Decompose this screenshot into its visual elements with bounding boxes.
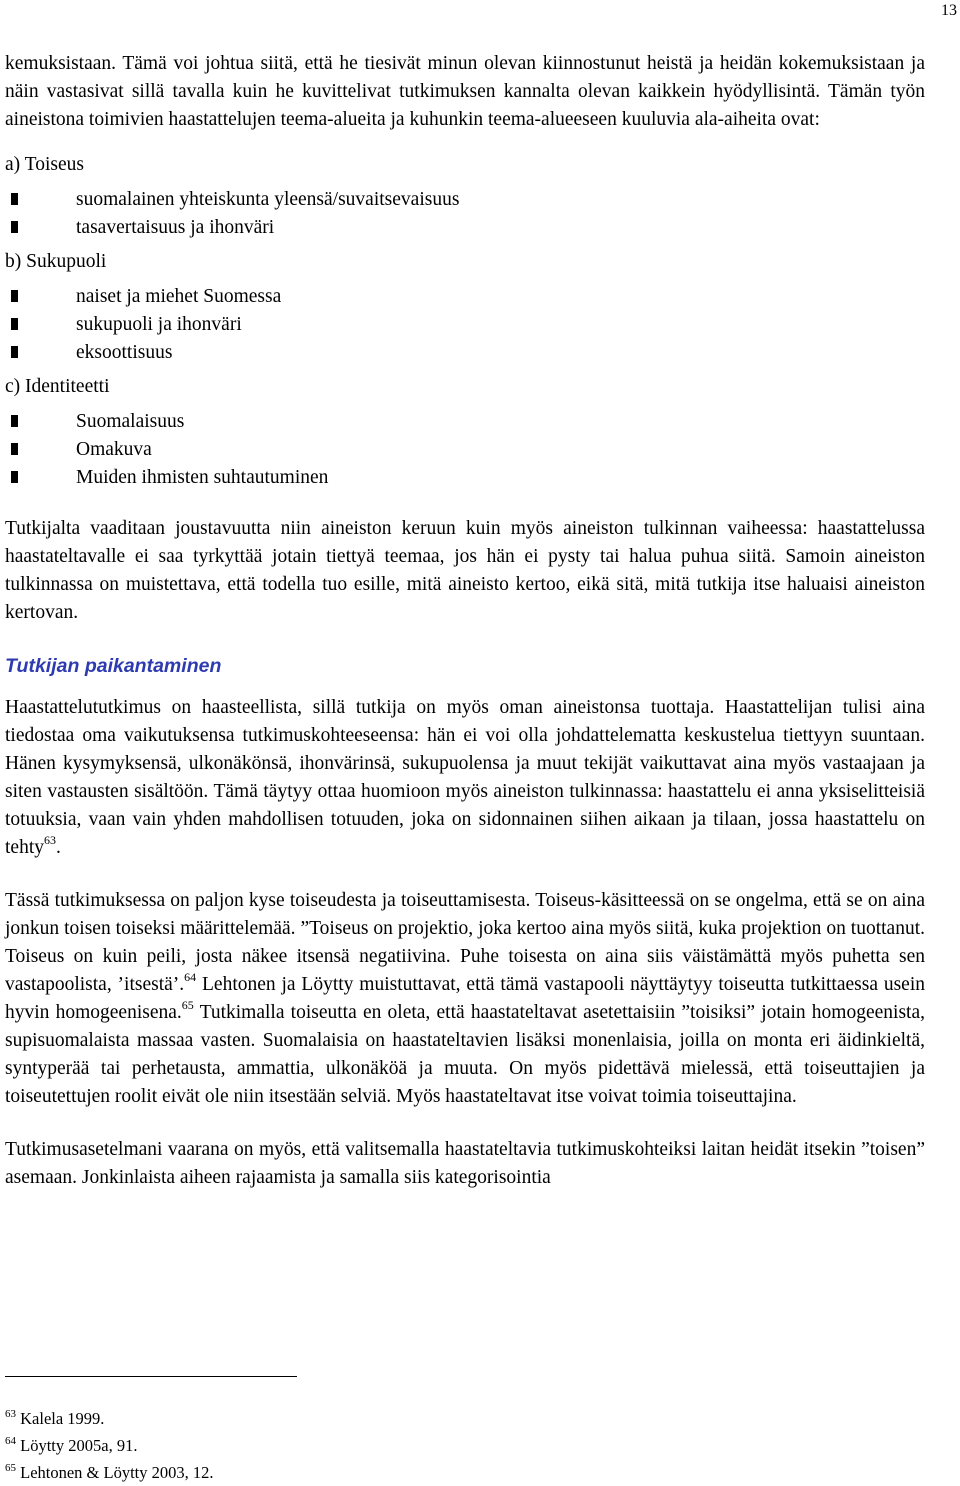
theme-label-c: c) Identiteetti — [5, 376, 110, 397]
researcher-position-paragraph — [5, 694, 925, 862]
footnotes — [5, 1405, 214, 1486]
paragraph-text: Tässä tutkimuksessa on paljon kyse toiseudesta ja toiseuttamisesta. Toiseus-käsitteessä on se ongelma, että se on aina jonkun toisen toiseksi määrittelemää. ”Toiseus on projektio, joka kertoo aina myös siitä, kuka projektion on tuottanut. Toiseus on kuin peili, josta näkee itsensä negatiivina. Puhe toisesta on aina siis väistämättä myös puhetta sen vastapoolista, ’itsestä’. — [5, 890, 925, 995]
intro-paragraph: kemuksistaan. Tämä voi johtua siitä, että he tiesivät minun olevan kiinnostunut heistä ja heidän kokemuksistaan ja näin vastasivat sillä tavalla kuin he kuvittelivat tutkimuksen kannalta olevan kaikkein hyödyllisintä. Tämän työn aineistona toimivien haastattelujen teema-alueita ja kuhunkin teema-alueeseen kuuluvia ala-aiheita ovat: — [5, 53, 925, 130]
footnote-number: 63 — [5, 1407, 16, 1420]
bullet-item: Suomalaisuus — [5, 408, 925, 436]
footnote-64 — [5, 1432, 214, 1459]
footnote-number: 64 — [5, 1434, 16, 1447]
flexibility-paragraph: Tutkijalta vaaditaan joustavuutta niin aineiston keruun kuin myös aineiston tulkinnan vaiheessa: haastattelussa haastateltavalle ei saa tyrkyttää jotain tiettyä teemaa, jos hän ei pysty tai halua puhua siitä. Samoin aineiston tulkinnassa on muistettava, että todella tuo esille, mitä aineisto kertoo, eikä sitä, mitä tutkija itse haluaisi aineiston kertovan. — [5, 518, 925, 623]
page-body — [5, 50, 925, 1192]
bullet-item: suomalainen yhteiskunta yleensä/suvaitsevaisuus — [5, 186, 925, 214]
footnote-number: 65 — [5, 1461, 16, 1474]
bullet-item: eksoottisuus — [5, 339, 925, 367]
research-setting-paragraph: Tutkimusasetelmani vaarana on myös, että valitsemalla haastateltavia tutkimuskohteiksi laitan heidät itsekin ”toisen” asemaan. Jonkinlaista aiheen rajaamista ja samalla siis kategorisointia — [5, 1139, 925, 1188]
bullet-item: Omakuva — [5, 436, 925, 464]
bullet-item: naiset ja miehet Suomessa — [5, 283, 925, 311]
theme-list — [5, 151, 925, 492]
paragraph-text: Tutkimalla toiseutta en oleta, että haastateltavat asetettaisiin ”toisiksi” jotain homogeenista, supisuomalaista massaa vasten. Suomalaisia on haastateltavien lisäksi monenlaisia, joilla on monta eri äidinkieltä, syntyperää tai perhetausta, ammattia, ulkonäköä ja muuta. On myös pidettävä mielessä, että toiseuttajien ja toiseutettujen roolit eivät ole niin itsestään selviä. Myös haastateltavat itse voivat toimia toiseuttajina. — [5, 1002, 925, 1107]
theme-b-subtopics — [5, 283, 925, 367]
paragraph-text: Lehtonen ja Löytty muistuttavat, että tämä vastapooli näyttäytyy toiseutta tutkittaessa usein hyvin homogeenisena. — [5, 974, 925, 1023]
bullet-item: tasavertaisuus ja ihonväri — [5, 214, 925, 242]
section-heading: Tutkijan paikantaminen — [5, 655, 222, 677]
footnote-text: Löytty 2005a, 91. — [16, 1436, 138, 1455]
paragraph-end: . — [56, 837, 61, 858]
paragraph-text: Haastattelututkimus on haasteellista, sillä tutkija on myös oman aineistonsa tuottaja. Haastattelijan tulisi aina tiedostaa oma vaikutuksensa tutkimuskohteeseensa: hän ei voi olla johdattelematta keskustelua tiettyyn suuntaan. Hänen kysymyksensä, ulkonäkönsä, ihonvärinsä, sukupuolensa ja muut tekijät vaikuttavat aina myös vastaajaan ja siten vastausten sisältöön. Tämä täytyy ottaa huomioon myös aineiston tulkinnassa: haastattelu ei anna yksiselitteisiä totuuksia, vaan vain yhden mahdollisen totuuden, joka on sidonnainen siihen aikaan ja tilaan, jossa haastattelu on tehty — [5, 697, 925, 858]
otherness-paragraph — [5, 887, 925, 1111]
footnote-text: Kalela 1999. — [16, 1409, 105, 1428]
footnote-text: Lehtonen & Löytty 2003, 12. — [16, 1463, 214, 1482]
bullet-item: Muiden ihmisten suhtautuminen — [5, 464, 925, 492]
theme-a-subtopics — [5, 186, 925, 242]
footnote-63 — [5, 1405, 214, 1432]
page-number: 13 — [941, 2, 957, 19]
footnote-divider — [5, 1376, 297, 1377]
theme-label-a: a) Toiseus — [5, 154, 84, 175]
footnote-ref-63: 63 — [44, 832, 56, 847]
footnote-ref-65: 65 — [181, 997, 194, 1012]
theme-label-b: b) Sukupuoli — [5, 251, 107, 272]
footnote-ref-64: 64 — [184, 969, 197, 984]
theme-c-subtopics — [5, 408, 925, 492]
bullet-item: sukupuoli ja ihonväri — [5, 311, 925, 339]
footnote-65 — [5, 1459, 214, 1486]
